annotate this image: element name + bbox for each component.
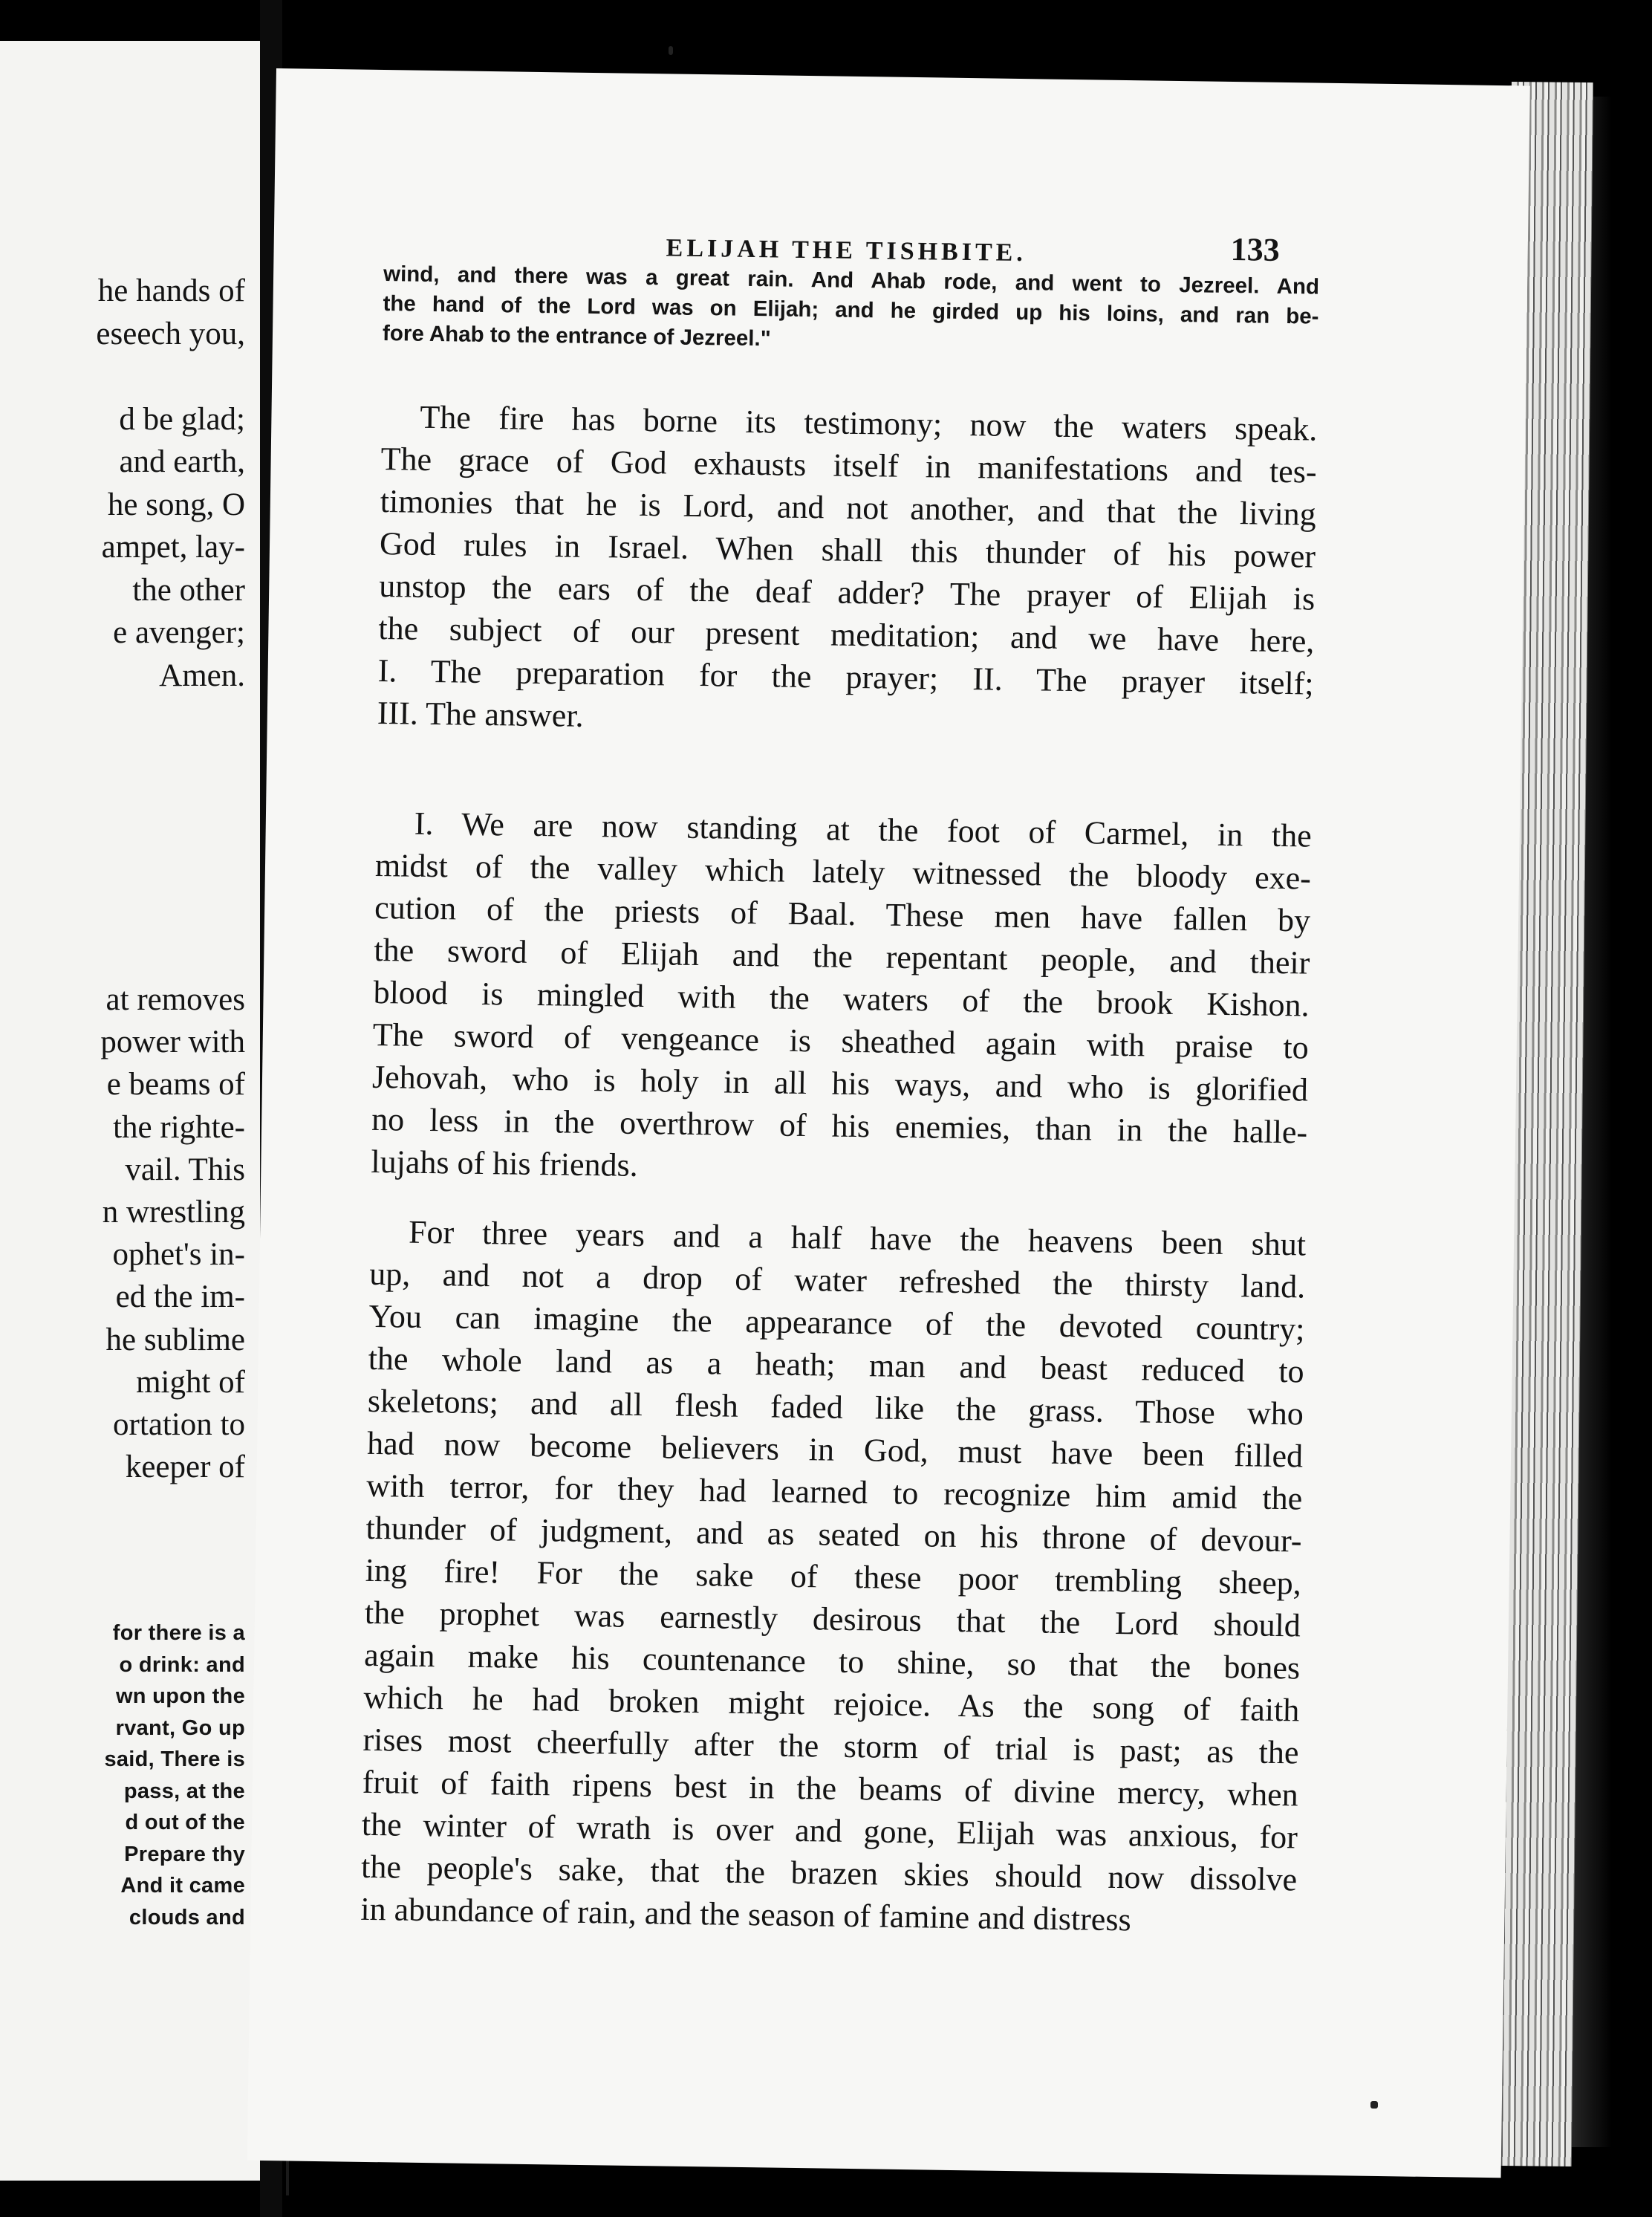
text-line: blood is mingled with the waters of the brook Kishon. (373, 973, 1310, 1024)
text-line: cution of the priests of Baal. These men have fallen by (374, 889, 1311, 939)
text-line: said, There is (104, 1747, 245, 1771)
text-line: he sublime (105, 1322, 245, 1357)
left-page (0, 41, 260, 2181)
text-line: might of (136, 1364, 245, 1400)
text-line: fruit of faith ripens best in the beams of divine mercy, when (362, 1763, 1299, 1814)
paragraph-section-one (371, 802, 1312, 1196)
text-line: the subject of our present meditation; and we have here, (378, 609, 1315, 660)
text-line: Prepare thy (124, 1842, 245, 1866)
text-line: with terror, for they had learned to recognize him amid the (366, 1467, 1303, 1517)
text-line: I. The preparation for the prayer; II. The prayer itself; (377, 652, 1314, 702)
text-line: The grace of God exhausts itself in manifestations and tes- (380, 441, 1317, 490)
text-line (96, 355, 245, 398)
text-line: You can imagine the appearance of the devoted country; (368, 1297, 1305, 1348)
text-line: vail. This (125, 1152, 245, 1187)
text-line: e beams of (106, 1067, 245, 1103)
text-line: rises most cheerfully after the storm of trial is past; as the (362, 1721, 1299, 1771)
text-line: eseech you, (96, 316, 245, 351)
text-line: The sword of vengeance is sheathed again with praise to (372, 1016, 1310, 1066)
text-line: the winter of wrath is over and gone, Elijah was anxious, for (361, 1805, 1298, 1856)
text-line: the righte- (113, 1109, 245, 1145)
text-line: fore Ahab to the entrance of Jezreel." (382, 321, 771, 351)
text-line: the hand of the Lord was on Elijah; and he girded up his loins, and ran be- (383, 291, 1319, 329)
text-line: keeper of (125, 1450, 245, 1485)
text-line: pass, at the (123, 1779, 245, 1803)
text-line: The fire has borne its testimony; now the waters speak. (420, 398, 1318, 448)
paragraph-three-years (360, 1210, 1306, 1943)
left-page-upper-text (96, 270, 245, 697)
text-line: I. We are now standing at the foot of Carmel, in the (414, 805, 1313, 854)
text-line: midst of the valley which lately witnessed the bloody exe- (374, 846, 1312, 897)
text-line: the prophet was earnestly desirous that the Lord should (364, 1594, 1301, 1644)
text-line: the people's sake, that the brazen skies should now dissolve (360, 1848, 1298, 1898)
text-line: e avenger; (113, 615, 245, 650)
text-line: clouds and (129, 1905, 245, 1929)
text-line: skeletons; and all flesh faded like the grass. Those who (367, 1382, 1304, 1432)
text-line: n wrestling (102, 1195, 245, 1230)
text-line: wind, and there was a great rain. And Ahab rode, and went to Jezreel. And (383, 262, 1320, 299)
text-line: And it came (120, 1874, 245, 1898)
text-line: he hands of (97, 273, 245, 308)
text-line: ing fire! For the sake of these poor trembling sheep, (365, 1551, 1302, 1602)
text-line: Amen. (159, 658, 245, 693)
text-line: again make his countenance to shine, so that the bones (363, 1636, 1301, 1687)
paragraph-intro (377, 395, 1318, 747)
text-line: no less in the overthrow of his enemies, than in the halle- (371, 1100, 1308, 1151)
text-line: timonies that he is Lord, and not another, and that the living (380, 483, 1317, 533)
scripture-excerpt (383, 259, 1320, 362)
text-line: rvant, Go up (115, 1716, 245, 1740)
text-line: the whole land as a heath; man and beast reduced to (368, 1340, 1304, 1390)
text-line: thunder of judgment, and as seated on his throne of devour- (365, 1509, 1302, 1559)
scan-speck-top (669, 46, 673, 55)
text-line: wn upon the (115, 1684, 245, 1708)
text-line: unstop the ears of the deaf adder? The prayer of Elijah is (378, 568, 1316, 617)
text-line: he song, O (107, 487, 245, 522)
text-line: for there is a (112, 1621, 245, 1645)
text-line: d out of the (125, 1811, 245, 1834)
text-line: up, and not a drop of water refreshed the thirsty land. (369, 1255, 1306, 1305)
page-number: 133 (1230, 230, 1281, 268)
text-line: Jehovah, who is holy in all his ways, and who is glorified (371, 1058, 1309, 1108)
text-line: power with (100, 1025, 245, 1060)
text-line: the other (132, 572, 245, 608)
text-line: ed the im- (115, 1279, 245, 1315)
text-line: III. The answer. (377, 694, 584, 734)
text-line: the sword of Elijah and the repentant people, and their (374, 931, 1310, 981)
left-page-middle-text (100, 978, 245, 1488)
scan-speck-margin (1370, 2101, 1378, 2109)
text-line: o drink: and (119, 1652, 245, 1677)
right-page (247, 68, 1530, 2178)
text-line: God rules in Israel. When shall this thunder of his power (379, 525, 1316, 575)
text-line: For three years and a half have the heavens been shut (408, 1213, 1307, 1263)
text-line: had now become believers in God, must have been filled (366, 1424, 1304, 1475)
text-line: ophet's in- (112, 1237, 245, 1273)
text-line: d be glad; (119, 401, 245, 437)
text-line: in abundance of rain, and the season of famine and distress (360, 1890, 1132, 1938)
text-line: which he had broken might rejoice. As the song of faith (363, 1678, 1300, 1729)
text-line: lujahs of his friends. (371, 1143, 639, 1184)
text-line: ortation to (113, 1407, 245, 1443)
text-line: ampet, lay- (101, 530, 245, 565)
text-line: at removes (105, 982, 245, 1017)
running-head: ELIJAH THE TISHBITE. (666, 234, 1027, 267)
left-page-footnote (104, 1617, 245, 1933)
text-line: and earth, (119, 444, 245, 479)
